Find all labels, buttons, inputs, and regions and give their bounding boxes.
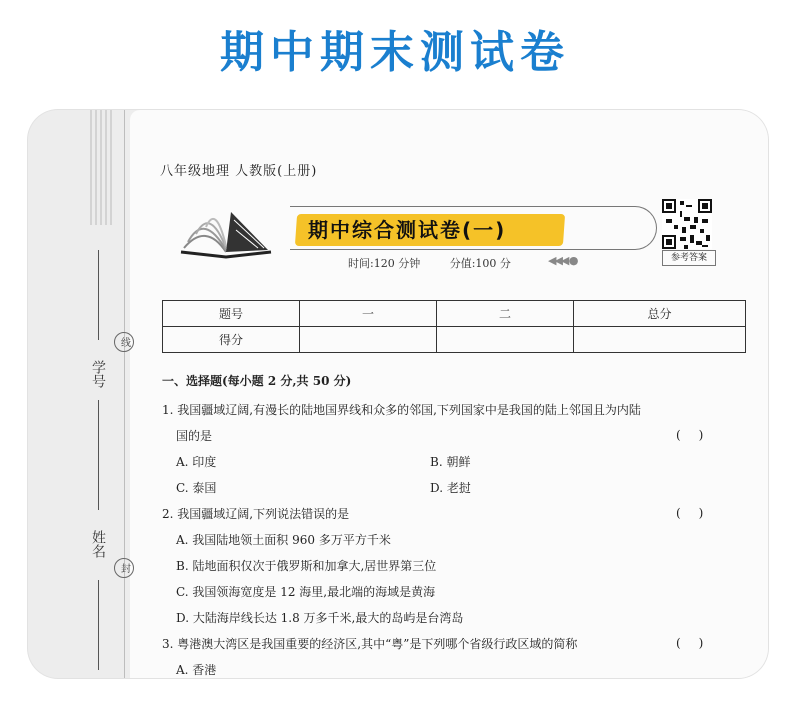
option-a: A. 香港	[176, 663, 217, 677]
question-1-stem-cont: 国的是	[176, 429, 213, 443]
exam-preview-card	[28, 110, 768, 678]
option-a: A. 我国陆地领土面积 960 多万平方千米	[176, 533, 391, 547]
question-2-stem: 2. 我国疆域辽阔,下列说法错误的是	[162, 507, 350, 521]
name-line-upper	[98, 400, 99, 510]
margin-line	[124, 110, 125, 678]
table-cell[interactable]	[574, 327, 746, 353]
name-label: 姓名	[90, 530, 106, 558]
table-cell[interactable]	[437, 327, 574, 353]
name-line-lower	[98, 580, 99, 670]
table-cell: 得分	[163, 327, 300, 353]
section-heading: 一、选择题(每小题 2 分,共 50 分)	[162, 374, 352, 388]
answer-blank[interactable]: ()	[676, 636, 722, 650]
seal-circle-bottom: 封	[114, 558, 134, 578]
grade-edition: 八年级地理 人教版(上册)	[160, 164, 318, 179]
open-book-icon	[176, 202, 276, 262]
exam-score: 分值:100 分	[449, 257, 511, 270]
option-d: D. 大陆海岸线长达 1.8 万多千米,最大的岛屿是台湾岛	[176, 611, 464, 625]
answer-key-label: 参考答案	[662, 250, 716, 266]
table-cell: 题号	[163, 301, 300, 327]
exam-time: 时间:120 分钟	[348, 257, 421, 270]
table-row	[163, 327, 746, 353]
table-row	[163, 301, 746, 327]
table-cell: 二	[437, 301, 574, 327]
student-no-line	[98, 250, 99, 340]
score-table	[162, 300, 746, 353]
option-c: C. 我国领海宽度是 12 海里,最北端的海域是黄海	[176, 585, 436, 599]
table-cell[interactable]	[300, 327, 437, 353]
banner-title: 期中期末测试卷	[220, 26, 570, 78]
qr-code-icon[interactable]	[662, 199, 712, 249]
exam-title: 期中综合测试卷(一)	[308, 218, 507, 242]
question-1-stem: 1. 我国疆域辽阔,有漫长的陆地国界线和众多的邻国,下列国家中是我国的陆上邻国且为内陆	[162, 403, 641, 417]
binding-edge	[90, 110, 112, 225]
table-cell: 一	[300, 301, 437, 327]
arrow-decoration-icon: ◀◀◀ ●	[548, 254, 577, 267]
option-a: A. 印度	[176, 455, 217, 469]
answer-blank[interactable]: ()	[676, 428, 722, 442]
table-cell: 总分	[574, 301, 746, 327]
seal-circle-top: 线	[114, 332, 134, 352]
option-d: D. 老挝	[430, 481, 471, 495]
option-c: C. 泰国	[176, 481, 217, 495]
student-no-label: 学号	[90, 360, 106, 388]
option-b: B. 陆地面积仅次于俄罗斯和加拿大,居世界第三位	[176, 559, 437, 573]
option-b: B. 朝鲜	[430, 455, 471, 469]
answer-blank[interactable]: ()	[676, 506, 722, 520]
question-3-stem: 3. 粤港澳大湾区是我国重要的经济区,其中“粤”是下列哪个省级行政区域的简称	[162, 637, 578, 651]
exam-meta	[348, 255, 537, 271]
